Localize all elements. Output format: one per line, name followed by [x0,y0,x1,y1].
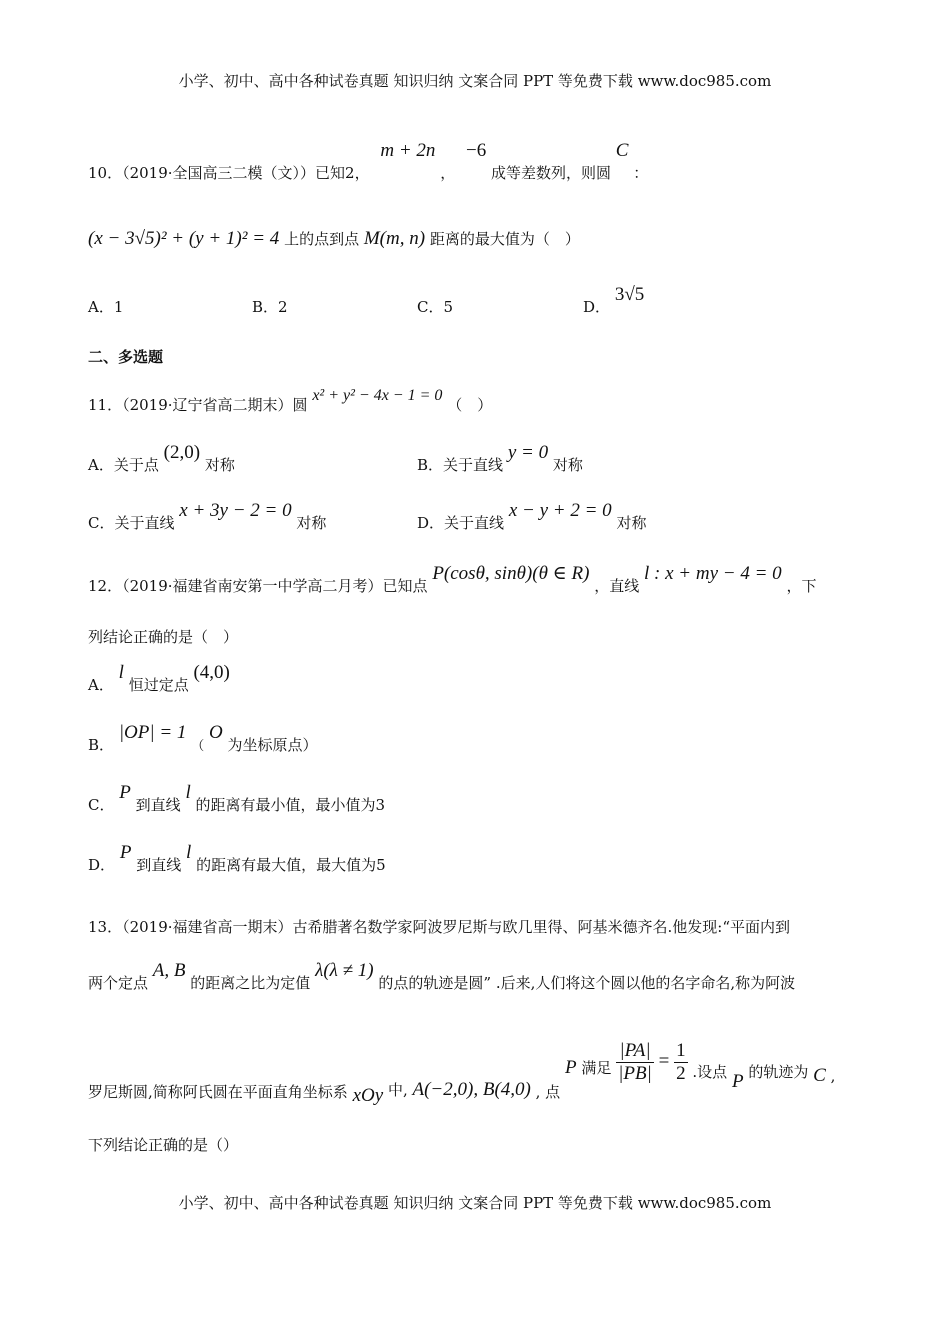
math-line-d: x − y + 2 = 0 [508,500,612,521]
math-op-eq-1: |OP| = 1 [118,722,187,743]
math-point-m: M(m, n) [363,228,426,249]
math-line-c: x + 3y − 2 = 0 [179,500,292,521]
fraction-one-half: $\frac{1}{2}$ [676,1040,686,1084]
q10-option-b: B．2 [252,298,288,316]
math-point-2-0: (2,0) [163,442,201,463]
q12-option-c: C． P 到直线 l 的距离有最小值，最小值为3 [88,782,386,814]
math-y-eq-0: y = 0 [507,442,549,463]
math-3-sqrt5: 3√5 [614,284,645,305]
q12-option-d: D． P 到直线 l 的距离有最大值，最大值为5 [88,842,386,874]
q12-option-b: B． |OP| = 1 （ O 为坐标原点） [88,722,318,754]
q10-option-a: A．1 [88,298,124,316]
question-11: 11．（2019·辽宁省高二期末）圆 x² + y² − 4x − 1 = 0 （ ） [88,387,493,414]
q11-option-d: D．关于直线 x − y + 2 = 0 对称 [417,500,647,532]
q10-option-c: C．5 [417,298,454,316]
math-point-4-0: (4,0) [193,662,230,683]
math-point-p: P(cosθ, sinθ)(θ ∈ R) [432,563,590,584]
math-m-plus-2n: m + 2n [380,140,436,161]
math-circle-equation-11: x² + y² − 4x − 1 = 0 [312,387,443,404]
question-13-line-4: 下列结论正确的是（） [88,1136,239,1154]
fraction-pa-pb: $\frac{|PA|}{|PB|}$ [618,1040,652,1084]
q11-option-a: A．关于点 (2,0) 对称 [88,442,235,474]
question-10-line-1: 10．（2019·全国高三二模（文））已知2， m + 2n ， −6 成等差数列，则圆 C ： [88,140,649,182]
page-header: 小学、初中、高中各种试卷真题 知识归纳 文案合同 PPT 等免费下载 www.doc985.com [178,72,772,90]
question-13-line-1: 13．（2019·福建省高一期末）古希腊著名数学家阿波罗尼斯与欧几里得、阿基米德齐名.他发现:“平面内到 [88,918,791,936]
question-12-line-1: 12．（2019·福建省南安第一中学高二月考）已知点 P(cosθ, sinθ)(θ ∈ R) ，直线 l : x + my − 4 = 0 ，下 [88,563,817,595]
q12-option-a: A． l 恒过定点 (4,0) [88,662,230,694]
math-circle-c: C [615,140,629,161]
q10-option-d: D． 3√5 [583,284,645,316]
section-multiple-choice: 二、多选题 [88,348,164,366]
q11-option-c: C．关于直线 x + 3y − 2 = 0 对称 [88,500,327,532]
page-footer: 小学、初中、高中各种试卷真题 知识归纳 文案合同 PPT 等免费下载 www.doc985.com [178,1194,772,1212]
math-circle-equation: (x − 3√5)² + (y + 1)² = 4 [88,228,280,249]
question-13-line-3: 罗尼斯圆,简称阿氏圆在平面直角坐标系 xOy 中, A(−2,0), B(4,0) , 点 P 满足 $\frac{|PA|}{|PB|}$ = $\frac{1}{2}$ .设点 P 的轨迹为 C , [88,1040,836,1106]
question-10-line-2: (x − 3√5)² + (y + 1)² = 4 上的点到点 M(m, n) 距离的最大值为（ ） [88,228,580,249]
math-neg-6: −6 [465,140,487,161]
question-13-line-2: 两个定点 A, B 的距离之比为定值 λ(λ ≠ 1) 的点的轨迹是圆” .后来,人们将这个圆以他的名字命名,称为阿波 [88,960,796,992]
q11-option-b: B．关于直线 y = 0 对称 [417,442,583,474]
math-line-l: l : x + my − 4 = 0 [643,563,782,584]
question-12-line-2: 列结论正确的是（ ） [88,628,239,646]
